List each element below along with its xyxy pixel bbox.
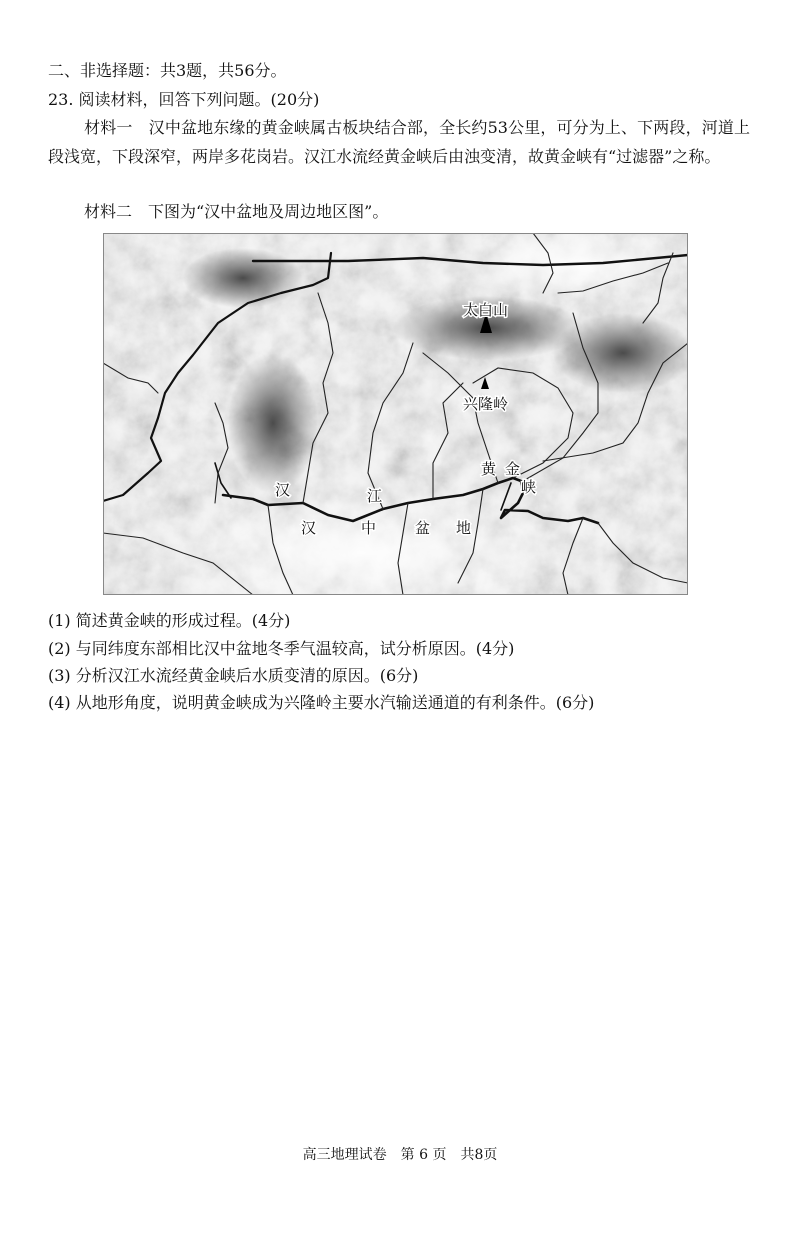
page-footer: 高三地理试卷 第 6 页 共8页 — [302, 1147, 498, 1163]
label-taibaishan: 太白山 — [463, 301, 509, 319]
northwest-mountain-shade — [183, 248, 303, 308]
sub-question-2: (2) 与同纬度东部相比汉中盆地冬季气温较高，试分析原因。(4分) — [48, 639, 515, 658]
section-heading: 二、非选择题：共3题，共56分。 — [48, 61, 287, 80]
label-xinglongling: 兴隆岭 — [463, 395, 509, 413]
label-jiang: 江 — [367, 487, 383, 505]
east-mountain-shade — [553, 313, 688, 393]
label-basin-zhong: 中 — [361, 519, 377, 537]
label-basin-di: 地 — [456, 519, 472, 537]
hanzhong-basin-map — [103, 233, 688, 595]
label-huangjin-jin: 金 — [505, 460, 521, 478]
question-stem: 23. 阅读材料，回答下列问题。(20分) — [48, 90, 320, 109]
label-huangjin-huang: 黄 — [481, 460, 497, 478]
label-han: 汉 — [275, 481, 291, 499]
sub-question-3: (3) 分析汉江水流经黄金峡后水质变清的原因。(6分) — [48, 666, 419, 685]
material-one — [48, 113, 750, 171]
sub-question-1: (1) 简述黄金峡的形成过程。(4分) — [48, 611, 291, 630]
sub-question-4: (4) 从地形角度，说明黄金峡成为兴隆岭主要水汽输送通道的有利条件。(6分) — [48, 693, 595, 712]
west-mountain-shade — [228, 353, 318, 493]
label-huangjin-xia: 峡 — [521, 478, 537, 496]
terrain-map-svg — [103, 233, 688, 595]
material-two: 材料二 下图为“汉中盆地及周边地区图”。 — [84, 202, 389, 221]
label-basin-pen: 盆 — [415, 519, 431, 537]
material-one-text: 材料一 汉中盆地东缘的黄金峡属古板块结合部，全长约53公里，可分为上、下两段，河道上段浅宽，下段深窄，两岸多花岗岩。汉江水流经黄金峡后由浊变清，故黄金峡有“过滤器”之称。 — [48, 118, 750, 166]
label-basin-han: 汉 — [301, 519, 317, 537]
